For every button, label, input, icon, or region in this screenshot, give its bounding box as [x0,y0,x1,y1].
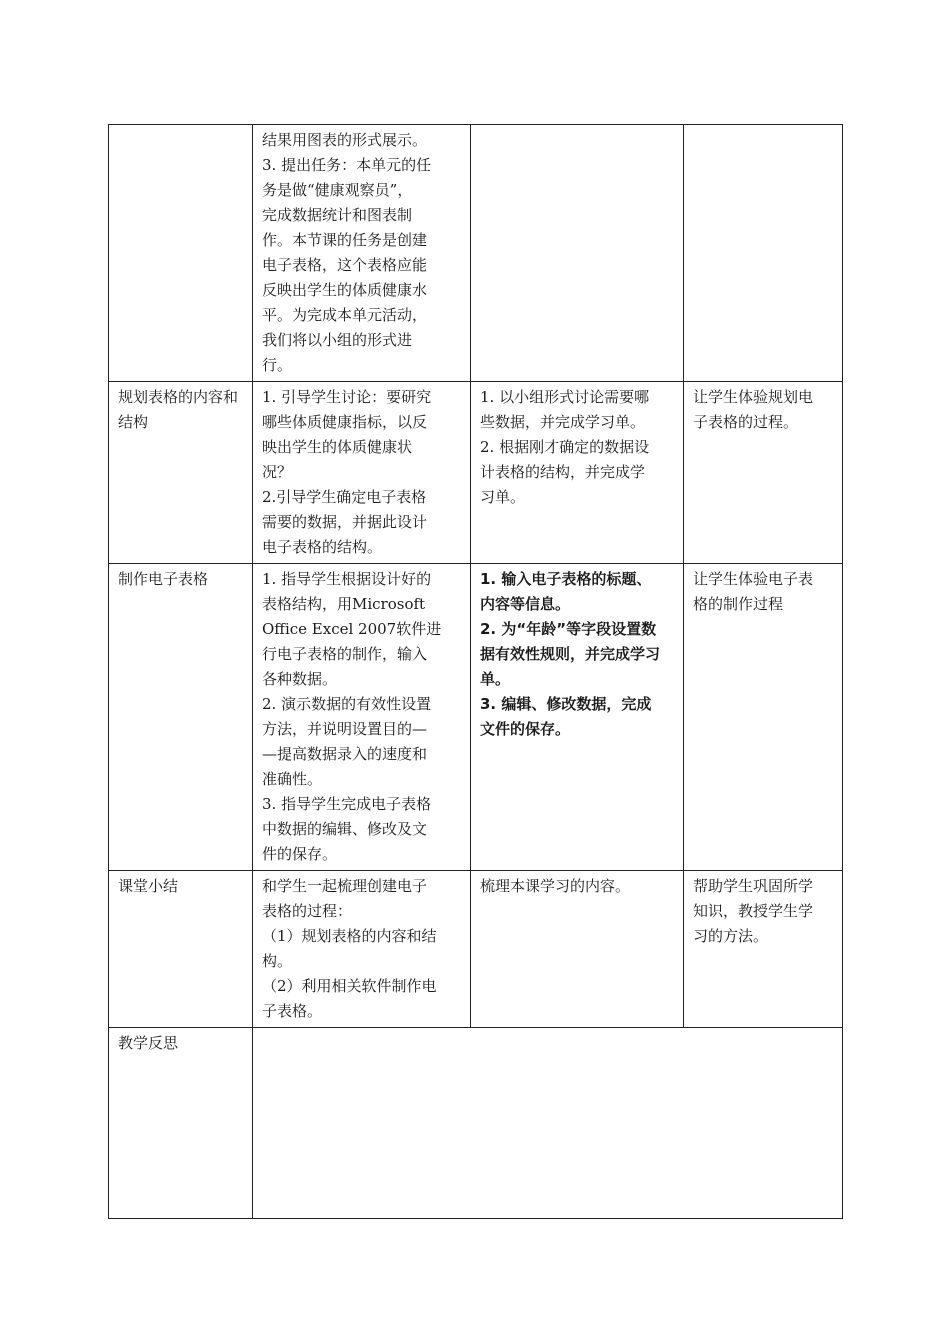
student-activity-cell [471,125,684,382]
student-activity-cell [471,382,684,564]
design-intent-cell [684,871,843,1028]
cell-text-line: 据有效性规则，并完成学习 [480,645,661,663]
teacher-activity-cell [253,382,471,564]
cell-text-line: 子表格。 [262,1002,323,1020]
cell-text-line: 子表格的过程。 [693,413,799,431]
cell-text-line: 1. 指导学生根据设计好的 [262,570,432,588]
cell-text-line: 件的保存。 [262,845,338,863]
cell-text-line: Office Excel 2007软件进 [262,620,442,638]
table-row [109,564,843,871]
stage-cell: 教学反思 [109,1028,253,1219]
design-intent-cell [684,125,843,382]
cell-text-line: 务是做“健康观察员”， [262,181,413,199]
cell-text-line: 需要的数据，并据此设计 [262,513,428,531]
student-activity-cell [471,564,684,871]
table-row [109,125,843,382]
design-intent-cell [684,564,843,871]
teacher-activity-cell [253,125,471,382]
cell-text-line: 电子表格的结构。 [262,538,383,556]
cell-text-line: 3. 编辑、修改数据，完成 [480,695,652,713]
cell-text-line: 反映出学生的体质健康水 [262,281,428,299]
cell-text-line: 和学生一起梳理创建电子 [262,877,428,895]
cell-text-line: （1）规划表格的内容和结 [262,927,437,945]
cell-text-line: 让学生体验规划电 [693,388,814,406]
cell-text-line: 知识，教授学生学 [693,902,814,920]
cell-text-line: 行电子表格的制作，输入 [262,645,428,663]
cell-text-line: 1. 输入电子表格的标题、 [480,570,652,588]
teacher-activity-cell [253,871,471,1028]
cell-text-line: 中数据的编辑、修改及文 [262,820,428,838]
table-row [109,382,843,564]
cell-text-line: 况？ [262,463,293,481]
table-row [109,871,843,1028]
cell-text-line: —提高数据录入的速度和 [262,745,428,763]
cell-text-line: 电子表格，这个表格应能 [262,256,428,274]
cell-text-line: 2.引导学生确定电子表格 [262,488,427,506]
cell-text-line: 习单。 [480,488,526,506]
reflection-cell [253,1028,843,1219]
cell-text-line: 完成数据统计和图表制 [262,206,413,224]
cell-text-line: 些数据，并完成学习单。 [480,413,646,431]
table-row [109,1028,843,1219]
cell-text-line: 构。 [262,952,293,970]
lesson-plan-table [108,124,843,1219]
stage-cell: 课堂小结 [109,871,253,1028]
cell-text-line: 作。本节课的任务是创建 [262,231,428,249]
cell-text-line: 平。为完成本单元活动， [262,306,428,324]
cell-text-line: 1. 以小组形式讨论需要哪 [480,388,650,406]
cell-text-line: 2. 为“年龄”等字段设置数 [480,620,657,638]
cell-text-line: 各种数据。 [262,670,338,688]
cell-text-line: （2）利用相关软件制作电 [262,977,437,995]
cell-text-line: 内容等信息。 [480,595,571,613]
cell-text-line: 2. 演示数据的有效性设置 [262,695,432,713]
cell-text-line: 表格的过程： [262,902,353,920]
cell-text-line: 格的制作过程 [693,595,784,613]
student-activity-cell [471,871,684,1028]
stage-cell [109,125,253,382]
cell-text-line: 结果用图表的形式展示。 [262,131,428,149]
cell-text-line: 单。 [480,670,511,688]
cell-text-line: 2. 根据刚才确定的数据设 [480,438,650,456]
teacher-activity-cell [253,564,471,871]
cell-text-line: 我们将以小组的形式进 [262,331,413,349]
cell-text-line: 梳理本课学习的内容。 [480,877,631,895]
cell-text-line: 计表格的结构，并完成学 [480,463,646,481]
stage-cell: 制作电子表格 [109,564,253,871]
cell-text-line: 哪些体质健康指标，以反 [262,413,428,431]
design-intent-cell [684,382,843,564]
cell-text-line: 文件的保存。 [480,720,571,738]
cell-text-line: 行。 [262,356,293,374]
cell-text-line: 方法，并说明设置目的— [262,720,428,738]
cell-text-line: 映出学生的体质健康状 [262,438,413,456]
cell-text-line: 准确性。 [262,770,323,788]
cell-text-line: 1. 引导学生讨论：要研究 [262,388,432,406]
cell-text-line: 帮助学生巩固所学 [693,877,814,895]
cell-text-line: 习的方法。 [693,927,769,945]
cell-text-line: 3. 提出任务：本单元的任 [262,156,432,174]
stage-cell: 规划表格的内容和结构 [109,382,253,564]
cell-text-line: 让学生体验电子表 [693,570,814,588]
cell-text-line: 表格结构，用Microsoft [262,595,426,613]
cell-text-line: 3. 指导学生完成电子表格 [262,795,432,813]
